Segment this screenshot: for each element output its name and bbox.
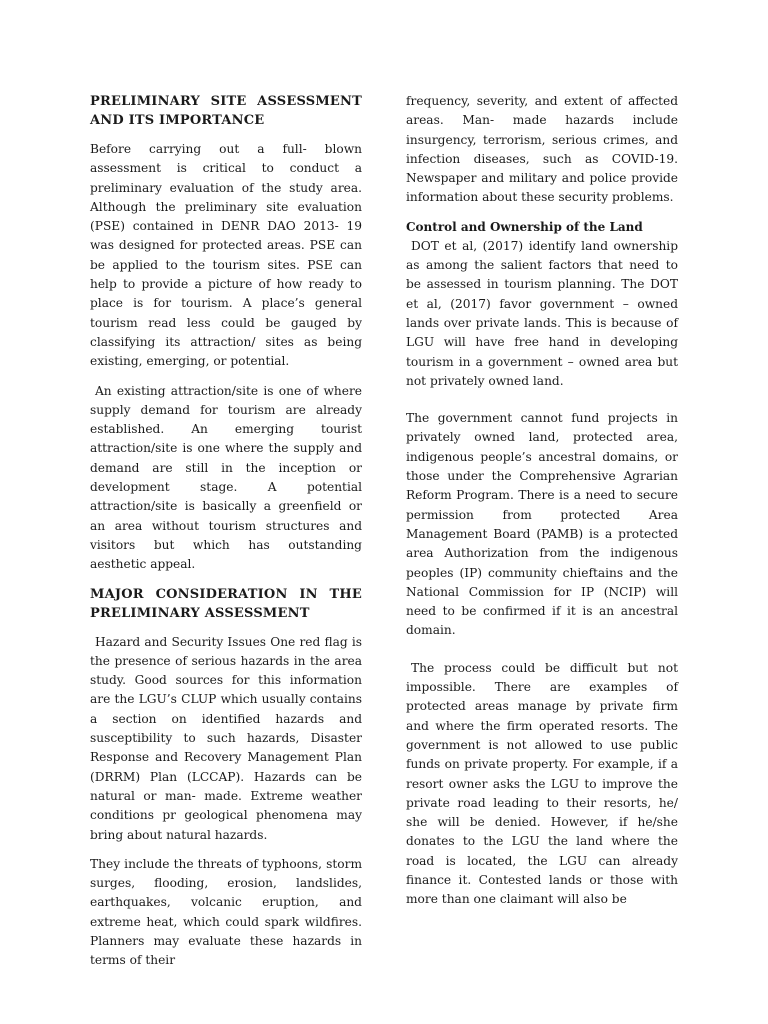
right-column: [406, 92, 678, 920]
paragraph-hazard-security: Hazard and Security Issues One red flag is the presence of serious hazards in the area study. Good sources for this information are the LGU’s CLUP which usually contains a section on identified hazards and susceptibility to such hazards, Disaster Response and Recovery Management Plan (DRRM) Plan (LCCAP). Hazards can be natural or man- made. Extreme weather conditions pr geological phenomena may bring about natural hazards.: [90, 634, 362, 842]
left-column: [90, 92, 362, 981]
paragraph-government-funding: The government cannot fund projects in privately owned land, protected area, indigenous people’s ancestral domains, or those under the Comprehensive Agrarian Reform Program. There is a need to secure permission from protected Area Management Board (PAMB) is a protected area Authorization from the indigenous peoples (IP) community chieftains and the National Commission for IP (NCIP) will need to be confirmed if it is an ancestral domain.: [406, 411, 678, 638]
paragraph-pse-intro: Before carrying out a full- blown assessment is critical to conduct a preliminary evaluation of the study area. Although the preliminary site evaluation (PSE) contained in DENR DAO 2013- 19 was designed for protected areas. PSE can be applied to the tourism sites. PSE can help to provide a picture of how ready to place is for tourism. A place’s general tourism read less could be gauged by classifying its attraction/ sites as being existing, emerging, or potential.: [90, 142, 362, 369]
paragraph-land-ownership: DOT et al, (2017) identify land ownership as among the salient factors that need to be assessed in tourism planning. The DOT et al, (2017) favor government – owned lands over private lands. This is because of LGU will have free hand in developing tourism in a government – owned area but not privately owned land.: [406, 238, 678, 388]
subheading-land-ownership: Control and Ownership of the Land: [406, 219, 643, 234]
paragraph-hazard-continued: frequency, severity, and extent of affected areas. Man- made hazards include insurgency, terrorism, serious crimes, and infection diseases, such as COVID-19. Newspaper and military and police provide information about these security problems.: [406, 94, 678, 205]
section-heading-site-assessment: PRELIMINARY SITE ASSESSMENT AND ITS IMPORTANCE: [90, 94, 362, 128]
paragraph-process-difficulty: The process could be difficult but not impossible. There are examples of protected areas manage by private firm and where the firm operated resorts. The government is not allowed to use public funds on private property. For example, if a resort owner asks the LGU to improve the private road leading to their resorts, he/ she will be denied. However, if he/she donates to the LGU the land where the road is located, the LGU can already finance it. Contested lands or those with more than one claimant will also be: [406, 660, 678, 907]
paragraph-natural-hazards: They include the threats of typhoons, storm surges, flooding, erosion, landslides, earthquakes, volcanic eruption, and extreme heat, which could spark wildfires. Planners may evaluate these hazards in terms of their: [90, 856, 362, 968]
section-heading-major-consideration: MAJOR CONSIDERATION IN THE PRELIMINARY ASSESSMENT: [90, 586, 362, 621]
paragraph-attraction-types: An existing attraction/site is one of where supply demand for tourism are already established. An emerging tourist attraction/site is one where the supply and demand are still in the inception or development stage. A potential attraction/site is basically a greenfield or an area without tourism structures and visitors but which has outstanding aesthetic appeal.: [90, 383, 362, 572]
